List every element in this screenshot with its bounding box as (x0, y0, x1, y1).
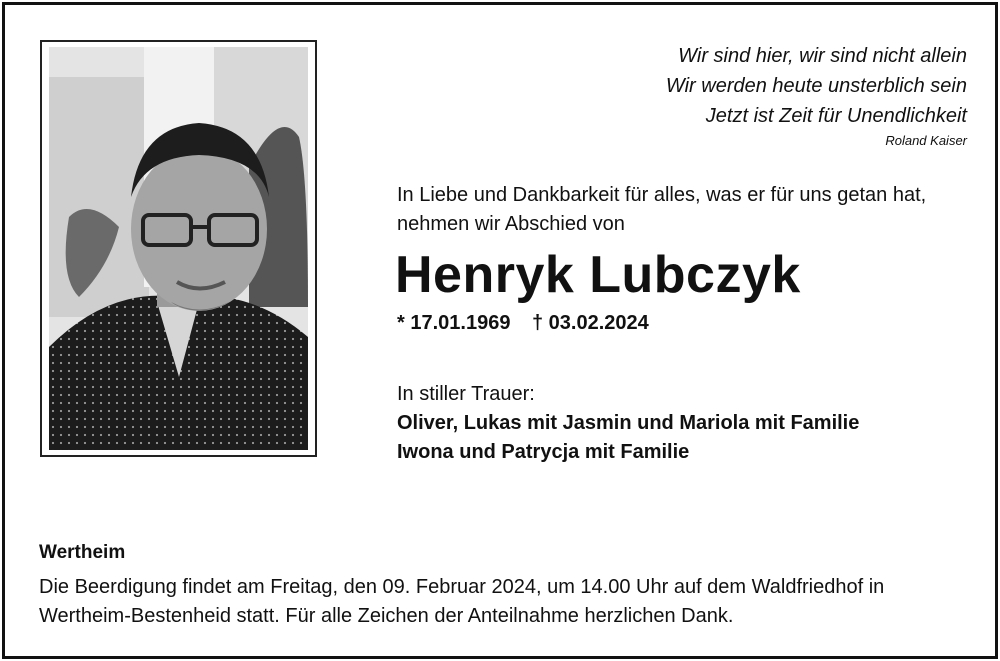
funeral-line: Wertheim-Bestenheid statt. Für alle Zeichen der Anteilnahme herzlichen Dank. (39, 605, 734, 627)
portrait-frame (40, 40, 317, 457)
poem-author: Roland Kaiser (885, 133, 967, 148)
mourning-heading: In stiller Trauer: (397, 383, 535, 405)
funeral-line: Die Beerdigung findet am Freitag, den 09. Februar 2024, um 14.00 Uhr auf dem Waldfriedhof in (39, 576, 885, 598)
birth-date: * 17.01.1969 (397, 312, 511, 334)
poem-line: Wir sind hier, wir sind nicht allein (678, 45, 967, 67)
life-dates (397, 312, 665, 335)
portrait-photo (49, 47, 308, 450)
intro-line: In Liebe und Dankbarkeit für alles, was er für uns getan hat, (397, 184, 927, 206)
intro-text (397, 181, 926, 239)
mourner-family: Iwona und Patrycja mit Familie (397, 441, 690, 463)
funeral-info (39, 573, 969, 631)
obituary-notice (2, 2, 998, 659)
mourners-block (397, 380, 859, 467)
poem-line: Jetzt ist Zeit für Unendlichkeit (705, 105, 967, 127)
poem-quote (666, 41, 967, 151)
death-date: † 03.02.2024 (532, 312, 649, 334)
intro-line: nehmen wir Abschied von (397, 213, 625, 235)
mourner-family: Oliver, Lukas mit Jasmin und Mariola mit Familie (397, 412, 860, 434)
deceased-name: Henryk Lubczyk (395, 246, 801, 304)
location: Wertheim (39, 542, 126, 563)
poem-line: Wir werden heute unsterblich sein (665, 75, 967, 97)
